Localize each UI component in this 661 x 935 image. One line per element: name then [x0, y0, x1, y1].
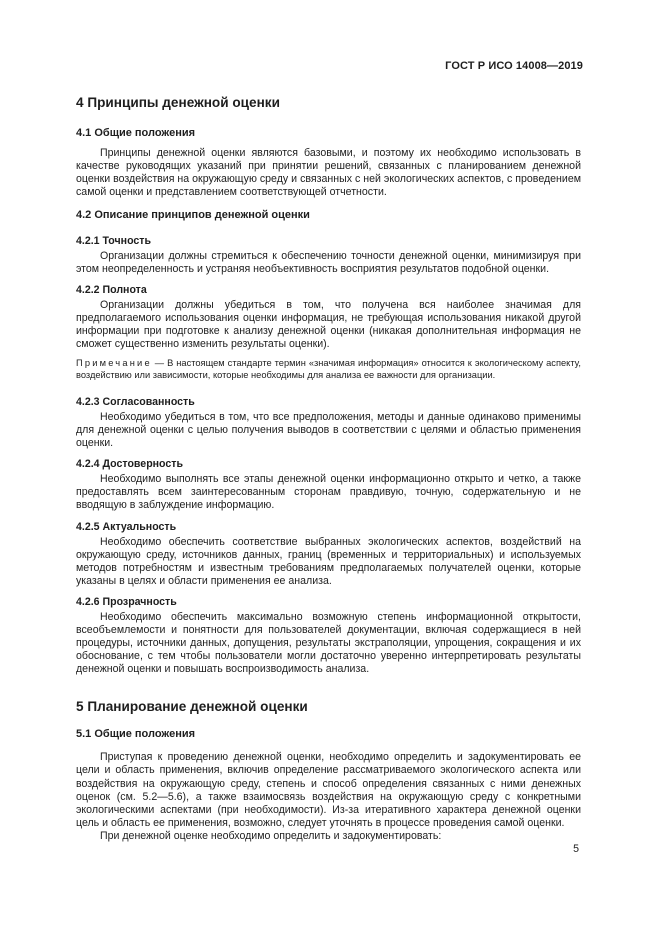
section-4-2-6-text: Необходимо обеспечить максимально возможную степень информационной открытости, всеобъемлемости и понятности для пользователей документации, включая содержащиеся в ней процедуры, источники данных, допущения, результаты экстраполяции, упрощения, сокращения и их обоснование, с тем чтобы пользователи могли достаточно уверенно интерпретировать результаты денежной оценки и повышать воспроизводимость анализа. [76, 610, 581, 676]
section-4-2-5-title: 4.2.5 Актуальность [76, 520, 177, 533]
section-4-2-3-title: 4.2.3 Согласованность [76, 395, 195, 408]
note-text: — В настоящем стандарте термин «значимая информация» относится к экологическому аспекту, воздействию или зависимости, которые необходимы для анализа ее важности для организации. [76, 357, 581, 380]
section-4-2-title: 4.2 Описание принципов денежной оценки [76, 209, 310, 222]
section-4-2-1-text: Организации должны стремиться к обеспечению точности денежной оценки, минимизируя при этом неопределенность и устраняя необъективность восприятия результатов подобной оценки. [76, 250, 581, 276]
section-4-2-3-text: Необходимо убедиться в том, что все предположения, методы и данные одинаково применимы для денежной оценки с целью получения выводов в соответствии с целями и областью применения оценки. [76, 410, 581, 450]
section-4-title: 4 Принципы денежной оценки [76, 95, 280, 110]
section-4-1-title: 4.1 Общие положения [76, 127, 196, 139]
section-5-1-text-2: При денежной оценке необходимо определить и задокументировать: [100, 829, 442, 842]
note [76, 357, 581, 381]
section-5-1-title: 5.1 Общие положения [76, 728, 196, 741]
page-number: 5 [573, 843, 579, 855]
section-5-1-text-1: Приступая к проведению денежной оценки, необходимо определить и задокументировать ее цели и область применения, включив определение рассматриваемого экологического аспекта или воздействия на окружающую среду, степень и способ определения связанных с ними денежных оценок (см. 5.2—5.6), а также взаимосвязь воздействия на окружающую среду с конкретными экологическими аспектами (при необходимости). Из-за итеративного характера денежной оценки цель и область ее применения, возможно, следует уточнять в процессе проведения самой оценки. [76, 751, 581, 829]
section-5-title: 5 Планирование денежной оценки [76, 699, 308, 715]
section-4-1-text: Принципы денежной оценки являются базовыми, и поэтому их необходимо использовать в качестве руководящих указаний при принятии решений, связанных с планированием денежной оценки воздействия на окружающую среду и связанных с ней экологических аспектов, с проведением самой оценки и представлением соответствующей отчетности. [76, 147, 581, 199]
page-content [76, 90, 581, 843]
section-4-2-4-text: Необходимо выполнять все этапы денежной оценки информационно открыто и четко, а также предоставлять всем заинтересованным сторонам правдивую, точную, содержательную и не вводящую в заблуждение информацию. [76, 473, 581, 512]
document-id: ГОСТ Р ИСО 14008—2019 [445, 60, 583, 72]
section-4-2-5-text: Необходимо обеспечить соответствие выбранных экологических аспектов, воздействий на окружающую среду, источников данных, границ (временных и территориальных) и используемых методов потребностям и известным требованиям предполагаемых получателей оценки, которые указаны в целях и области применения ее анализа. [76, 535, 581, 587]
section-4-2-6-title: 4.2.6 Прозрачность [76, 595, 177, 608]
section-4-2-1-title: 4.2.1 Точность [76, 235, 151, 248]
section-4-2-2-text: Организации должны убедиться в том, что получена вся наиболее значимая для предполагаемого использования оценки информация, не требующая использования никакой другой информации при подготовке к анализу денежной оценки (никакая дополнительная информация не сможет существенно изменить результаты оценки). [76, 298, 581, 350]
note-label: Примечание [76, 357, 152, 368]
section-4-2-4-title: 4.2.4 Достоверность [76, 458, 183, 471]
section-4-2-2-title: 4.2.2 Полнота [76, 283, 147, 296]
